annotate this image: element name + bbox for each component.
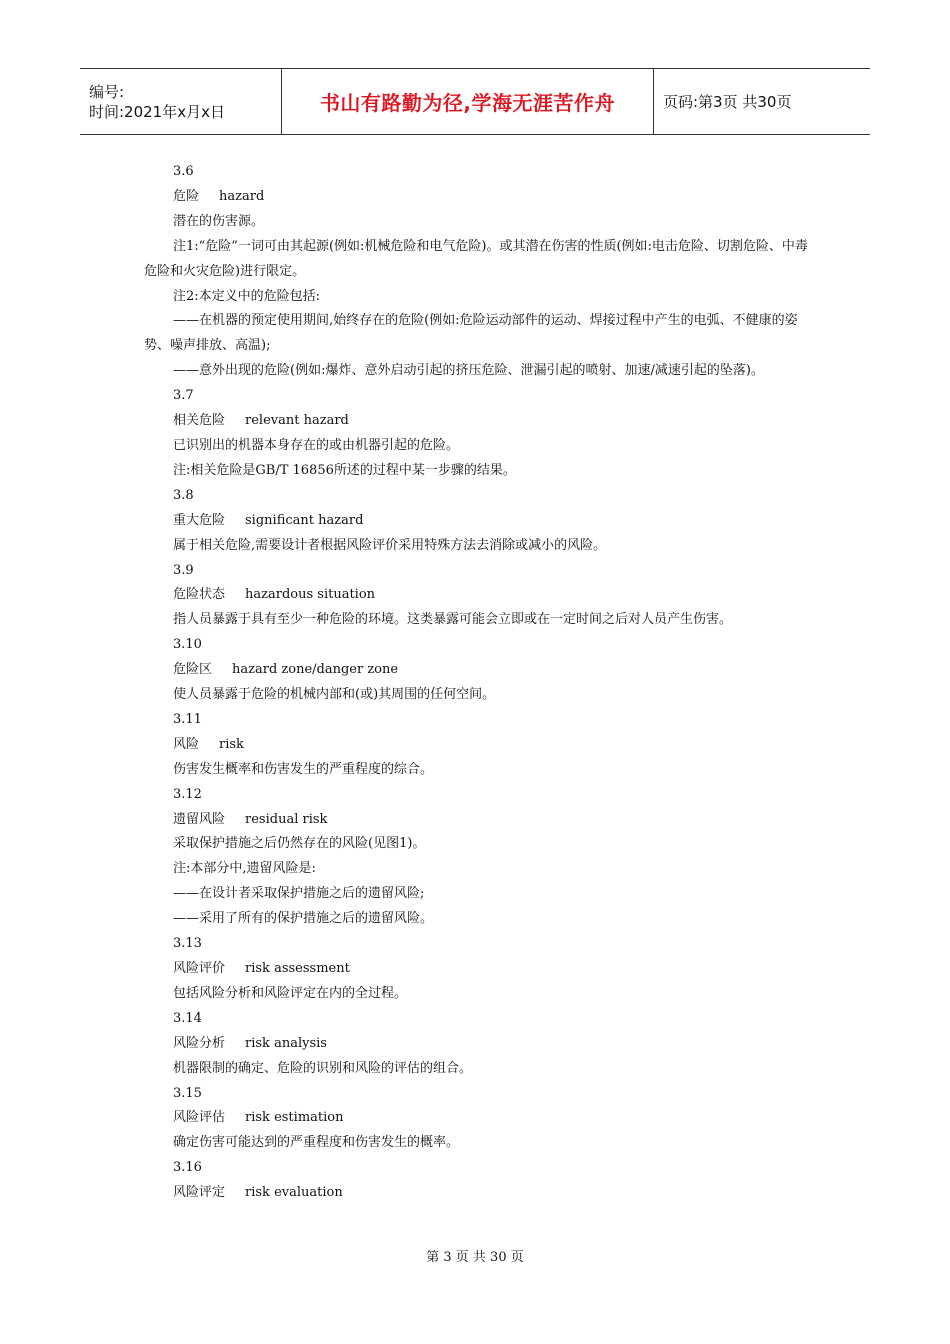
term-en: risk estimation <box>245 1110 344 1126</box>
term-heading <box>144 1032 814 1057</box>
term-zh: 危险 <box>173 188 200 204</box>
definition: 属于相关危险,需要设计者根据风险评价采用特殊方法去消除或减小的风险。 <box>173 537 607 553</box>
document-body <box>144 160 814 1206</box>
section-number: 3.14 <box>173 1010 202 1026</box>
term-en: hazardous situation <box>245 587 376 603</box>
term-en: hazard zone/danger zone <box>232 662 399 678</box>
term-zh: 风险 <box>173 736 200 752</box>
term-en: risk evaluation <box>245 1185 343 1201</box>
definition: 包括风险分析和风险评定在内的全过程。 <box>173 985 408 1001</box>
note-item: ——意外出现的危险(例如:爆炸、意外启动引起的挤压危险、泄漏引起的喷射、加速/减速引起的坠落)。 <box>173 363 764 379</box>
definition: 采取保护措施之后仍然存在的风险(见图1)。 <box>173 836 426 852</box>
header-page-code: 页码:第3页 共30页 <box>663 93 792 111</box>
term-heading <box>144 957 814 982</box>
term-heading <box>144 808 814 833</box>
header-page-code-cell <box>654 69 870 134</box>
term-heading <box>144 733 814 758</box>
note: 注:本部分中,遗留风险是: <box>173 861 316 877</box>
term-en: significant hazard <box>245 512 364 528</box>
definition: 已识别出的机器本身存在的或由机器引起的危险。 <box>173 437 460 453</box>
header-motto: 书山有路勤为径,学海无涯苦作舟 <box>319 91 616 115</box>
header-motto-cell <box>282 69 654 134</box>
term-heading <box>144 1181 814 1206</box>
term-en: risk <box>219 736 244 752</box>
term-en: hazard <box>219 188 265 204</box>
term-heading <box>144 409 814 434</box>
term-heading <box>144 185 814 210</box>
section-number: 3.15 <box>173 1085 202 1101</box>
term-zh: 风险评价 <box>173 961 226 976</box>
term-heading <box>144 583 814 608</box>
section-number: 3.16 <box>173 1160 202 1176</box>
section-number: 3.10 <box>173 637 202 653</box>
definition: 潜在的伤害源。 <box>173 213 265 229</box>
term-en: relevant hazard <box>245 413 349 429</box>
term-zh: 重大危险 <box>173 512 226 528</box>
note-item: ——采用了所有的保护措施之后的遗留风险。 <box>173 911 434 927</box>
term-zh: 危险区 <box>173 662 213 678</box>
section-number: 3.11 <box>173 711 202 727</box>
term-heading <box>144 509 814 534</box>
footer-page-number: 第 3 页 共 30 页 <box>426 1250 524 1265</box>
term-heading <box>144 658 814 683</box>
term-zh: 风险评估 <box>173 1110 226 1126</box>
term-zh: 风险评定 <box>173 1185 226 1201</box>
term-zh: 风险分析 <box>173 1035 226 1051</box>
note: 注2:本定义中的危险包括: <box>173 288 321 304</box>
definition: 指人员暴露于具有至少一种危险的环境。这类暴露可能会立即或在一定时间之后对人员产生伤害。 <box>173 612 733 628</box>
note: 注:相关危险是GB/T 16856所述的过程中某一步骤的结果。 <box>173 462 516 478</box>
term-zh: 相关危险 <box>173 413 226 429</box>
note-item: ——在机器的预定使用期间,始终存在的危险(例如:危险运动部件的运动、焊接过程中产生的电弧、不健康的姿势、噪声排放、高温); <box>144 313 798 354</box>
date-label: 时间:2021年x月x日 <box>89 102 225 121</box>
term-en: residual risk <box>245 811 328 827</box>
section-number: 3.13 <box>173 936 202 952</box>
term-heading <box>144 1106 814 1131</box>
section-number: 3.9 <box>173 562 194 578</box>
term-zh: 危险状态 <box>173 587 226 603</box>
note: 注1:“危险”一词可由其起源(例如:机械危险和电气危险)。或其潜在伤害的性质(例如:电击危险、切割危险、中毒危险和火灾危险)进行限定。 <box>144 238 808 279</box>
term-en: risk assessment <box>245 961 350 976</box>
term-en: risk analysis <box>245 1035 327 1051</box>
definition: 确定伤害可能达到的严重程度和伤害发生的概率。 <box>173 1135 460 1151</box>
page-header <box>80 68 870 135</box>
definition: 伤害发生概率和伤害发生的严重程度的综合。 <box>173 761 434 777</box>
term-zh: 遗留风险 <box>173 811 226 827</box>
section-number: 3.8 <box>173 487 194 503</box>
section-number: 3.7 <box>173 388 194 404</box>
note-item: ——在设计者采取保护措施之后的遗留风险; <box>173 886 425 902</box>
definition: 使人员暴露于危险的机械内部和(或)其周围的任何空间。 <box>173 687 496 703</box>
page-footer <box>0 1246 950 1265</box>
doc-number-label: 编号: <box>89 82 125 101</box>
section-number: 3.6 <box>173 164 194 179</box>
header-meta <box>80 69 282 134</box>
section-number: 3.12 <box>173 786 202 802</box>
definition: 机器限制的确定、危险的识别和风险的评估的组合。 <box>173 1060 473 1076</box>
